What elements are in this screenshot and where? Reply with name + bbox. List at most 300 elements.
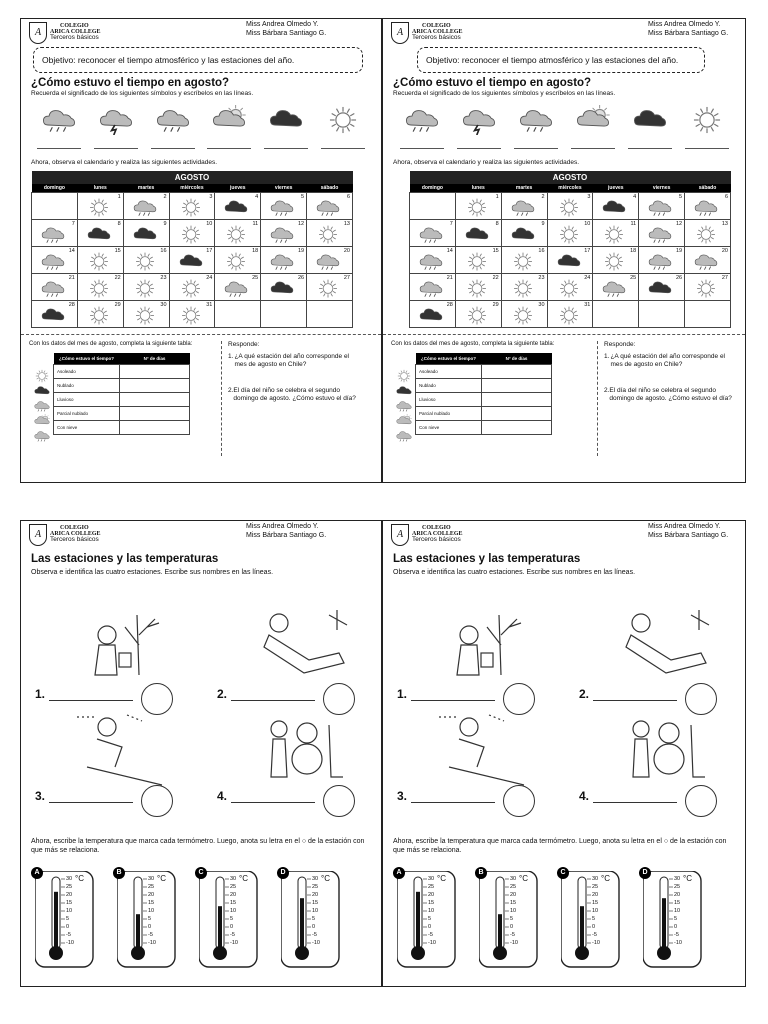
symbol-answer-line[interactable]: [628, 148, 672, 149]
calendar-day-header: martes: [501, 184, 547, 192]
thermometer: [281, 871, 341, 974]
calendar-date: 22: [492, 274, 499, 281]
unit-label: °C: [321, 874, 330, 883]
cloud-rain-icon: [40, 105, 78, 140]
thermometer-icon: [35, 871, 95, 969]
symbol-row: [31, 105, 371, 149]
scale-tick-label: 5: [148, 916, 152, 922]
cloud-rain-icon: [517, 105, 555, 140]
cloud-rain-icon: [403, 105, 441, 140]
calendar-date: 24: [584, 274, 591, 281]
weather-worksheet: [382, 18, 746, 483]
calendar-date: 26: [297, 274, 305, 281]
august-calendar: [409, 171, 731, 328]
unit-label: °C: [157, 874, 166, 883]
calendar-date: 19: [297, 247, 305, 254]
calendar-cell: [123, 300, 169, 327]
calendar-cell: [307, 219, 353, 246]
scale-tick-label: 15: [510, 900, 517, 906]
calendar-day-header: lunes: [455, 184, 501, 192]
school-line3: Terceros básicos: [412, 536, 461, 543]
season-letter-circle[interactable]: [141, 785, 173, 817]
symbol-item: [398, 105, 446, 149]
teacher-2: Miss Bárbara Santiago G.: [648, 29, 729, 37]
seasons-worksheet: [382, 520, 746, 987]
calendar-cell: [215, 219, 261, 246]
scale-tick-label: -5: [428, 932, 433, 938]
days-count-cell[interactable]: [482, 421, 552, 435]
legend-weather-icon: [395, 429, 413, 448]
calendar-date: 3: [587, 193, 591, 200]
teacher-names: [246, 523, 326, 541]
teacher-2: Miss Bárbara Santiago G.: [246, 29, 327, 37]
scale-tick-label: 25: [230, 884, 237, 890]
calendar-day-header: martes: [123, 184, 169, 192]
calendar-date: 9: [163, 220, 167, 227]
activities-section: [383, 334, 745, 459]
days-count-cell[interactable]: [120, 393, 190, 407]
scale-tick-label: -5: [148, 932, 153, 938]
calendar-date: 2: [541, 193, 545, 200]
calendar-date: 31: [584, 301, 591, 308]
calendar-cell: [307, 246, 353, 273]
thermometer-icon: [479, 871, 539, 969]
calendar-date: 30: [538, 301, 545, 308]
scale-tick-label: 20: [66, 892, 73, 898]
symbol-item: [262, 105, 310, 149]
table-row: [416, 407, 552, 421]
calendar-cell: [169, 300, 215, 327]
calendar-date: 10: [206, 220, 213, 227]
scale-tick-label: 0: [148, 924, 152, 930]
season-number: 4.: [217, 789, 228, 803]
sheet-header: [21, 19, 381, 45]
scale-tick-label: 0: [230, 924, 234, 930]
table-row: [416, 393, 552, 407]
teacher-names: [648, 21, 728, 39]
objective-box: Objetivo: reconocer el tiempo atmosférico y las estaciones del año.: [417, 47, 705, 73]
scale-tick-label: 5: [674, 916, 678, 922]
symbol-item: [683, 105, 731, 149]
days-count-cell[interactable]: [482, 407, 552, 421]
days-count-cell[interactable]: [482, 379, 552, 393]
calendar-cell: [593, 246, 639, 273]
thermometer-letter: C: [195, 867, 207, 879]
calendar-date: 28: [68, 301, 75, 308]
teacher-2: Miss Bárbara Santiago G.: [246, 531, 327, 539]
symbol-answer-line[interactable]: [457, 148, 501, 149]
question-2: 2. El día del niño se celebra el segundo domingo de agosto. ¿Cómo estuvo el día?: [228, 386, 356, 402]
scale-tick-label: 10: [592, 908, 599, 914]
scale-tick-label: 20: [148, 892, 155, 898]
calendar-cell: [685, 273, 731, 300]
calendar-day-header: miércoles: [547, 184, 593, 192]
calendar-cell: [307, 273, 353, 300]
calendar-cell: [410, 273, 456, 300]
calendar-date: 26: [675, 274, 683, 281]
scale-tick-label: 15: [592, 900, 599, 906]
calendar-cell: [215, 192, 261, 219]
calendar-date: 1: [495, 193, 499, 200]
scale-tick-label: 15: [230, 900, 237, 906]
symbol-answer-line[interactable]: [685, 148, 729, 149]
thermometer: [199, 871, 259, 974]
calendar-date: 6: [346, 193, 350, 200]
season-name-line[interactable]: [231, 802, 315, 803]
days-count-cell[interactable]: [120, 407, 190, 421]
scale-tick-label: 20: [428, 892, 435, 898]
calendar-date: 12: [297, 220, 305, 227]
calendar-cell: [639, 246, 685, 273]
unit-label: °C: [239, 874, 248, 883]
season-name-line[interactable]: [593, 802, 677, 803]
scale-tick-label: 25: [674, 884, 681, 890]
season-number: 1.: [35, 687, 46, 701]
season-name-line[interactable]: [49, 700, 133, 701]
calendar-date: 13: [721, 220, 728, 227]
thermometer-icon: [281, 871, 341, 969]
days-count-cell[interactable]: [482, 393, 552, 407]
summer-scene-icon: [249, 605, 349, 692]
objective-box: Objetivo: reconocer el tiempo atmosférico y las estaciones del año.: [33, 47, 363, 73]
question-1-text: ¿A qué estación del año corresponde el mes de agosto en Chile?: [234, 352, 350, 368]
weather-type-cell: Lluvioso: [54, 393, 120, 407]
calendar-cell: [123, 246, 169, 273]
cloud-storm-icon: [97, 105, 135, 140]
scale-tick-label: -10: [230, 940, 238, 946]
season-letter-circle[interactable]: [323, 785, 355, 817]
calendar-cell: [77, 300, 123, 327]
calendar-cell: [685, 219, 731, 246]
season-number: 2.: [217, 687, 228, 701]
weather-count-table: [53, 353, 190, 436]
teacher-1: Miss Andrea Olmedo Y.: [246, 523, 319, 530]
table-row: [54, 421, 190, 435]
calendar-date: 2: [163, 193, 167, 200]
days-count-cell[interactable]: [120, 379, 190, 393]
calendar-cell: [501, 246, 547, 273]
season-name-line[interactable]: [411, 802, 495, 803]
calendar-date: 13: [343, 220, 350, 227]
symbol-answer-line[interactable]: [264, 148, 308, 149]
scale-tick-label: 30: [510, 876, 517, 882]
sun-icon: [324, 105, 362, 140]
symbol-item: [512, 105, 560, 149]
scale-tick-label: 0: [312, 924, 316, 930]
thermometer-icon: [643, 871, 703, 969]
calendar-cell: [169, 219, 215, 246]
symbol-item: [569, 105, 617, 149]
thermometer-letter: A: [393, 867, 405, 879]
symbol-answer-line[interactable]: [400, 148, 444, 149]
school-line1: COLEGIO: [422, 23, 451, 29]
calendar-cell: [215, 273, 261, 300]
days-count-cell[interactable]: [120, 365, 190, 379]
scale-tick-label: 0: [674, 924, 678, 930]
calendar-day-header: domingo: [410, 184, 456, 192]
scale-tick-label: -10: [674, 940, 682, 946]
scale-tick-label: 30: [674, 876, 681, 882]
scale-tick-label: 0: [66, 924, 70, 930]
calendar-date: 18: [630, 247, 637, 254]
calendar-cell: [215, 246, 261, 273]
symbol-item: [319, 105, 367, 149]
weather-type-cell: Asoleado: [416, 365, 482, 379]
school-line3: Terceros básicos: [50, 536, 99, 543]
activities-section: [21, 334, 381, 459]
weather-type-cell: Parcial nublado: [54, 407, 120, 421]
calendar-cell: [261, 219, 307, 246]
season-number: 4.: [579, 789, 590, 803]
calendar-cell: [307, 192, 353, 219]
scale-tick-label: 30: [592, 876, 599, 882]
table-row: [54, 407, 190, 421]
symbol-answer-line[interactable]: [207, 148, 251, 149]
unit-label: °C: [75, 874, 84, 883]
calendar-date: 4: [633, 193, 637, 200]
scale-tick-label: -5: [674, 932, 679, 938]
calendar-cell: [261, 192, 307, 219]
calendar-date: 7: [71, 220, 75, 227]
calendar-date: 20: [721, 247, 728, 254]
symbol-answer-line[interactable]: [94, 148, 138, 149]
weather-count-table: [415, 353, 552, 436]
calendar-date: 15: [114, 247, 121, 254]
scale-tick-label: 30: [66, 876, 73, 882]
table-header-days: N° de días: [120, 353, 190, 365]
thermometer: [479, 871, 539, 974]
symbol-item: [92, 105, 140, 149]
scale-tick-label: -5: [230, 932, 235, 938]
days-count-cell[interactable]: [482, 365, 552, 379]
table-row: [54, 393, 190, 407]
calendar-cell: [169, 273, 215, 300]
calendar-cell: [455, 273, 501, 300]
symbol-answer-line[interactable]: [151, 148, 195, 149]
page-title: Las estaciones y las temperaturas: [31, 553, 219, 565]
calendar-cell: [169, 246, 215, 273]
question-2-text: El día del niño se celebra el segundo domingo de agosto. ¿Cómo estuvo el día?: [609, 386, 732, 402]
calendar-cell: [501, 273, 547, 300]
page-subtitle: Recuerda el significado de los siguientes símbolos y escríbelos en las líneas.: [393, 90, 616, 97]
scale-tick-label: 20: [510, 892, 517, 898]
calendar-date: 14: [446, 247, 453, 254]
scale-tick-label: -5: [312, 932, 317, 938]
calendar-date: 27: [343, 274, 350, 281]
thermometer-icon: [199, 871, 259, 969]
scale-tick-label: 15: [148, 900, 155, 906]
scale-tick-label: 15: [66, 900, 73, 906]
calendar-cell: [455, 300, 501, 327]
activity-instruction: Ahora, observa el calendario y realiza las siguientes actividades.: [31, 159, 218, 166]
school-logo-icon: A: [391, 22, 409, 44]
calendar-date: 11: [630, 220, 637, 227]
unit-label: °C: [519, 874, 528, 883]
calendar-cell: [547, 273, 593, 300]
cloud-storm-icon: [460, 105, 498, 140]
calendar-date: 23: [160, 274, 167, 281]
calendar-cell: [455, 246, 501, 273]
calendar-cell: [32, 246, 78, 273]
calendar-date: 20: [343, 247, 350, 254]
school-line2: ARICA COLLEGE: [412, 531, 463, 537]
scale-tick-label: 25: [66, 884, 73, 890]
school-line1: COLEGIO: [422, 525, 451, 531]
page-subtitle: Observa e identifica las cuatro estaciones. Escribe sus nombres en las líneas.: [393, 569, 636, 576]
calendar-cell: [593, 273, 639, 300]
calendar-day-header: viernes: [261, 184, 307, 192]
winter-scene-icon: [67, 707, 167, 794]
scale-tick-label: 25: [592, 884, 599, 890]
scale-tick-label: 5: [312, 916, 316, 922]
season-letter-circle[interactable]: [685, 785, 717, 817]
scale-tick-label: 5: [510, 916, 514, 922]
calendar-date: 19: [675, 247, 683, 254]
thermometer-letter: D: [639, 867, 651, 879]
calendar-date: 16: [160, 247, 167, 254]
snowman-scene-icon: [249, 707, 349, 794]
calendar-date: 7: [449, 220, 453, 227]
school-line3: Terceros básicos: [412, 34, 461, 41]
days-count-cell[interactable]: [120, 421, 190, 435]
calendar-cell: [261, 246, 307, 273]
calendar-cell: [410, 192, 456, 219]
season-name-line[interactable]: [593, 700, 677, 701]
season-name-line[interactable]: [231, 700, 315, 701]
unit-label: °C: [601, 874, 610, 883]
thermometer-letter: D: [277, 867, 289, 879]
scale-tick-label: 5: [66, 916, 70, 922]
calendar-cell: [32, 219, 78, 246]
teacher-names: [648, 523, 728, 541]
weather-worksheet: [20, 18, 382, 483]
scale-tick-label: 30: [148, 876, 155, 882]
calendar-date: 15: [492, 247, 499, 254]
calendar-cell: [307, 300, 353, 327]
activity-instruction: Ahora, observa el calendario y realiza las siguientes actividades.: [393, 159, 580, 166]
calendar-cell: [685, 246, 731, 273]
scale-tick-label: 10: [674, 908, 681, 914]
thermometer: [397, 871, 457, 974]
partly-cloudy-icon: [210, 105, 248, 140]
calendar-cell: [410, 219, 456, 246]
scale-tick-label: 10: [66, 908, 73, 914]
calendar-cell: [410, 300, 456, 327]
calendar-cell: [32, 192, 78, 219]
symbol-answer-line[interactable]: [514, 148, 558, 149]
sheet-header: [21, 521, 381, 547]
calendar-date: 24: [206, 274, 213, 281]
scale-tick-label: 10: [428, 908, 435, 914]
thermometer-letter: A: [31, 867, 43, 879]
autumn-scene-icon: [429, 605, 529, 692]
weather-type-cell: Nublado: [54, 379, 120, 393]
sheet-header: [383, 521, 745, 547]
symbol-answer-line[interactable]: [37, 148, 81, 149]
calendar-date: 8: [495, 220, 499, 227]
symbol-answer-line[interactable]: [571, 148, 615, 149]
dark-cloud-icon: [631, 105, 669, 140]
calendar-cell: [215, 300, 261, 327]
scale-tick-label: 20: [230, 892, 237, 898]
teacher-2: Miss Bárbara Santiago G.: [648, 531, 729, 539]
scale-tick-label: 10: [510, 908, 517, 914]
calendar-day-header: jueves: [593, 184, 639, 192]
table-instruction: Con los datos del mes de agosto, completa la siguiente tabla:: [29, 340, 193, 347]
scale-tick-label: 10: [312, 908, 319, 914]
calendar-cell: [639, 192, 685, 219]
thermometer: [35, 871, 95, 974]
page-subtitle: Recuerda el significado de los siguientes símbolos y escríbelos en las líneas.: [31, 90, 254, 97]
calendar-date: 5: [301, 193, 305, 200]
calendar-date: 17: [584, 247, 591, 254]
table-row: [416, 365, 552, 379]
calendar-day-header: lunes: [77, 184, 123, 192]
symbol-item: [35, 105, 83, 149]
scale-tick-label: 25: [312, 884, 319, 890]
scale-tick-label: 30: [312, 876, 319, 882]
table-header-weather: ¿Cómo estuvo el tiempo?: [54, 353, 120, 365]
scale-tick-label: 15: [674, 900, 681, 906]
page-title: ¿Cómo estuvo el tiempo en agosto?: [31, 77, 230, 89]
thermometer-letter: C: [557, 867, 569, 879]
calendar-cell: [123, 192, 169, 219]
school-logo-icon: A: [391, 524, 409, 546]
teacher-1: Miss Andrea Olmedo Y.: [648, 21, 721, 28]
calendar-date: 27: [721, 274, 728, 281]
calendar-date: 21: [446, 274, 453, 281]
count-table-section: [29, 341, 214, 436]
season-letter-circle[interactable]: [503, 785, 535, 817]
symbol-item: [626, 105, 674, 149]
table-instruction: Con los datos del mes de agosto, completa la siguiente tabla:: [391, 340, 555, 347]
calendar-date: 10: [584, 220, 591, 227]
scale-tick-label: 10: [148, 908, 155, 914]
calendar-date: 31: [206, 301, 213, 308]
symbol-answer-line[interactable]: [321, 148, 365, 149]
calendar-cell: [169, 192, 215, 219]
page-title: ¿Cómo estuvo el tiempo en agosto?: [393, 77, 592, 89]
calendar-date: 9: [541, 220, 545, 227]
teacher-1: Miss Andrea Olmedo Y.: [246, 21, 319, 28]
thermometer: [561, 871, 621, 974]
calendar-cell: [123, 219, 169, 246]
scale-tick-label: -10: [510, 940, 518, 946]
season-name-line[interactable]: [411, 700, 495, 701]
calendar-cell: [77, 246, 123, 273]
calendar-cell: [501, 219, 547, 246]
season-number: 2.: [579, 687, 590, 701]
respond-title: Responde:: [604, 340, 636, 348]
calendar-date: 18: [252, 247, 259, 254]
question-1: 1. ¿A qué estación del año corresponde el mes de agosto en Chile?: [228, 353, 356, 369]
calendar-cell: [547, 192, 593, 219]
calendar-month: AGOSTO: [410, 171, 731, 184]
page-subtitle: Observa e identifica las cuatro estaciones. Escribe sus nombres en las líneas.: [31, 569, 274, 576]
school-name: [412, 23, 463, 42]
calendar-day-header: viernes: [639, 184, 685, 192]
season-name-line[interactable]: [49, 802, 133, 803]
respond-title: Responde:: [228, 340, 260, 348]
season-number: 3.: [35, 789, 46, 803]
calendar-cell: [593, 300, 639, 327]
scale-tick-label: 0: [428, 924, 432, 930]
calendar-date: 29: [492, 301, 499, 308]
calendar-cell: [410, 246, 456, 273]
calendar-cell: [77, 273, 123, 300]
snowman-scene-icon: [611, 707, 711, 794]
calendar-date: 6: [724, 193, 728, 200]
